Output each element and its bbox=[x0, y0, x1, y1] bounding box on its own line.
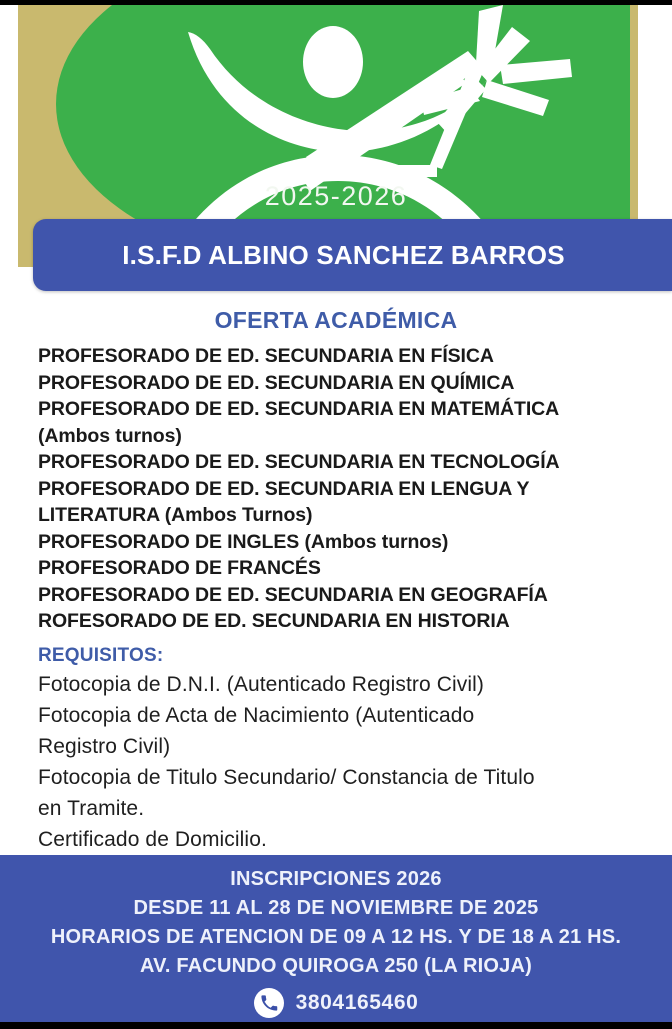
offer-line: PROFESORADO DE INGLES (Ambos turnos) bbox=[38, 530, 449, 553]
requirement-line: Registro Civil) bbox=[38, 734, 171, 758]
poster-footer bbox=[0, 855, 672, 1022]
requirement-line: Fotocopia de Titulo Secundario/ Constancia de Titulo bbox=[38, 765, 535, 789]
phone-contact-row[interactable] bbox=[0, 988, 672, 1018]
offer-line: PROFESORADO DE ED. SECUNDARIA EN QUÍMICA bbox=[38, 371, 515, 394]
offer-line: ROFESORADO DE ED. SECUNDARIA EN HISTORIA bbox=[38, 610, 510, 632]
offer-line: PROFESORADO DE ED. SECUNDARIA EN LENGUA Y bbox=[38, 477, 530, 500]
footer-line-address: AV. FACUNDO QUIROGA 250 (LA RIOJA) bbox=[139, 955, 533, 977]
offer-line: PROFESORADO DE ED. SECUNDARIA EN FÍSICA bbox=[38, 345, 494, 367]
requirement-line: Fotocopia de D.N.I. (Autenticado Registro Civil) bbox=[38, 672, 484, 696]
academic-offer-list bbox=[0, 343, 672, 635]
phone-number: 3804165460 bbox=[295, 991, 419, 1014]
footer-line-dates: DESDE 11 AL 28 DE NOVIEMBRE DE 2025 bbox=[133, 897, 539, 919]
footer-line-hours: HORARIOS DE ATENCION DE 09 A 12 HS. Y DE 18 A 21 HS. bbox=[50, 926, 622, 948]
offer-line: PROFESORADO DE ED. SECUNDARIA EN TECNOLOGÍA bbox=[38, 451, 560, 473]
logo-year-range: 2025-2026 bbox=[264, 181, 408, 211]
poster-body bbox=[0, 291, 672, 855]
institution-title: I.S.F.D ALBINO SANCHEZ BARROS bbox=[122, 239, 565, 270]
offer-line: (Ambos turnos) bbox=[38, 424, 182, 447]
phone-icon bbox=[254, 988, 284, 1018]
academic-offer-heading: OFERTA ACADÉMICA bbox=[214, 307, 458, 333]
footer-line-inscriptions: INSCRIPCIONES 2026 bbox=[230, 868, 442, 890]
requirements-heading: REQUISITOS: bbox=[38, 644, 164, 666]
offer-line: PROFESORADO DE ED. SECUNDARIA EN MATEMÁTICA bbox=[38, 398, 560, 420]
requirement-line: Certificado de Domicilio. bbox=[38, 827, 267, 851]
offer-line: LITERATURA (Ambos Turnos) bbox=[38, 504, 313, 526]
requirement-line: Fotocopia de Acta de Nacimiento (Autenticado bbox=[38, 703, 475, 727]
letterbox-strip-top bbox=[0, 0, 672, 5]
requirements-block bbox=[0, 635, 672, 886]
letterbox-strip-bottom bbox=[0, 1022, 672, 1029]
offer-line: PROFESORADO DE ED. SECUNDARIA EN GEOGRAFÍA bbox=[38, 583, 548, 606]
offer-line: PROFESORADO DE FRANCÉS bbox=[38, 557, 321, 579]
institution-title-banner bbox=[33, 219, 672, 291]
requirement-line: en Tramite. bbox=[38, 796, 145, 820]
